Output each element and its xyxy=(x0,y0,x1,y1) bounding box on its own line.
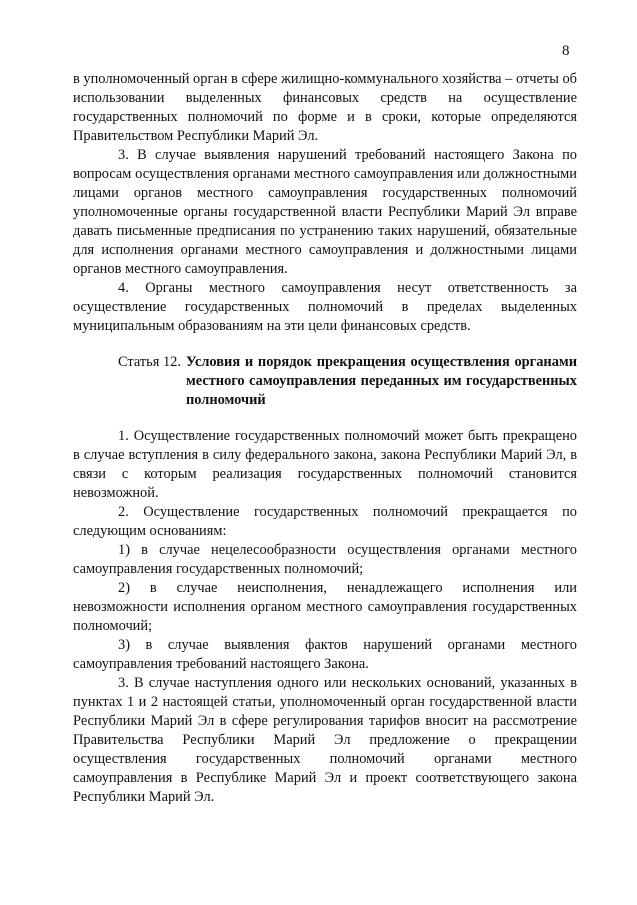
paragraph-item-3-procedure: 3. В случае наступления одного или нескольких оснований, указанных в пунктах 1 и 2 настоящей статьи, уполномоченный орган государственной власти Республики Марий Эл в сфере регулирования тарифов вносит на рассмотрение Правительства Республики Марий Эл предложение о прекращении осуществления государственных полномочий органами местного самоуправления в Республике Марий Эл и проект соответствующего закона Республики Марий Эл. xyxy=(73,675,577,805)
section-gap xyxy=(73,336,577,353)
article-heading xyxy=(73,353,577,410)
list-item-ground-3: 3) в случае выявления фактов нарушений органами местного самоуправления требований настоящего Закона. xyxy=(73,637,577,672)
paragraph-continuation: в уполномоченный орган в сфере жилищно-коммунального хозяйства – отчеты об использовании выделенных финансовых средств на осуществление государственных полномочий по форме и в сроки, которые определяются Правительством Республики Марий Эл. xyxy=(73,71,577,144)
list-item-ground-1: 1) в случае нецелесообразности осуществления органами местного самоуправления государственных полномочий; xyxy=(73,542,577,577)
paragraph-item-3-violations: 3. В случае выявления нарушений требований настоящего Закона по вопросам осуществления органами местного самоуправления или должностными лицами органов местного самоуправления государственных полномочий уполномоченные органы государственной власти Республики Марий Эл вправе давать письменные предписания по устранению таких нарушений, обязательные для исполнения органами местного самоуправления и должностными лицами органов местного самоуправления. xyxy=(73,147,577,277)
document-body xyxy=(73,70,577,807)
paragraph-item-4-responsibility: 4. Органы местного самоуправления несут ответственность за осуществление государственных полномочий в пределах выделенных муниципальным образованиям на эти цели финансовых средств. xyxy=(73,280,577,334)
article-label: Статья 12. xyxy=(118,354,181,370)
list-item-ground-2: 2) в случае неисполнения, ненадлежащего исполнения или невозможности исполнения органом местного самоуправления государственных полномочий; xyxy=(73,580,577,634)
article-title: Условия и порядок прекращения осуществления органами местного самоуправления переданных им государственных полномочий xyxy=(185,354,577,408)
page-number: 8 xyxy=(562,43,570,59)
section-gap xyxy=(73,410,577,427)
paragraph-item-2-grounds: 2. Осуществление государственных полномочий прекращается по следующим основаниям: xyxy=(73,504,577,539)
paragraph-item-1-termination: 1. Осуществление государственных полномочий может быть прекращено в случае вступления в силу федерального закона, закона Республики Марий Эл, в связи с которым реализация государственных полномочий становится невозможной. xyxy=(73,428,577,501)
